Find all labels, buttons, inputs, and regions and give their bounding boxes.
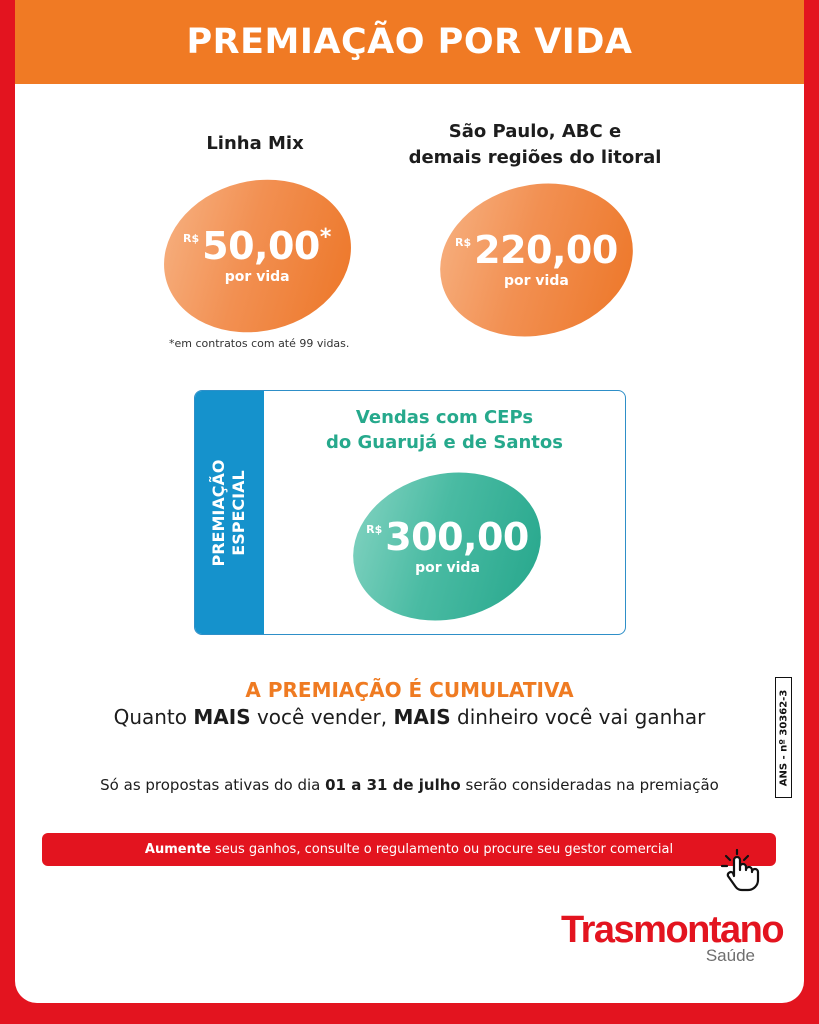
page-title: PREMIAÇÃO POR VIDA (186, 22, 633, 62)
cta-banner[interactable] (42, 833, 776, 866)
cta-text: seus ganhos, consulte o regulamento ou procure seu gestor comercial (210, 842, 674, 857)
tagline (15, 705, 804, 729)
special-label (209, 460, 249, 567)
currency-symbol: R$ (183, 232, 200, 245)
logo-wordmark: Trasmontano (561, 909, 784, 951)
tagline-text: você vender, (250, 705, 394, 729)
tagline-bold: MAIS (193, 705, 251, 729)
promo-card (15, 0, 804, 1003)
price-badge-special (337, 453, 556, 635)
price-amount: 220,00 (474, 228, 618, 273)
offer-title-sao-paulo (380, 119, 690, 171)
tagline-text: Quanto (113, 705, 194, 729)
brand-logo (561, 909, 784, 965)
price-badge-sao-paulo (424, 164, 649, 357)
offer-title-line: demais regiões do litoral (408, 147, 662, 168)
currency-symbol: R$ (365, 522, 382, 536)
special-title-line: do Guarujá e de Santos (326, 432, 563, 453)
special-title-line: Vendas com CEPs (355, 407, 534, 428)
price-unit: por vida (414, 559, 480, 576)
special-label-strip (195, 391, 264, 634)
special-title (264, 405, 625, 455)
price-asterisk: * (320, 225, 332, 250)
ans-registration (775, 677, 792, 798)
special-label-line: ESPECIAL (229, 470, 248, 556)
special-label-line: PREMIAÇÃO (209, 459, 228, 567)
note-text: serão consideradas na premiação (460, 776, 719, 794)
price-badge-linha-mix (148, 160, 368, 351)
hand-pointer-icon (718, 848, 762, 892)
offer-title-line: São Paulo, ABC e (448, 121, 622, 142)
special-award-box (194, 390, 626, 635)
footnote: *em contratos com até 99 vidas. (169, 337, 350, 350)
logo-subtitle: Saúde (705, 946, 755, 965)
price-unit: por vida (225, 269, 290, 285)
price-unit: por vida (504, 273, 569, 290)
currency-symbol: R$ (455, 236, 472, 250)
tagline-bold: MAIS (393, 705, 451, 729)
header-bar (15, 0, 804, 84)
tagline-text: dinheiro você vai ganhar (450, 705, 706, 729)
note-text: Só as propostas ativas do dia (100, 776, 326, 794)
cumulative-heading: A PREMIAÇÃO É CUMULATIVA (245, 678, 574, 702)
price-amount: 50,00 (202, 224, 321, 268)
note-dates: 01 a 31 de julho (325, 776, 461, 794)
ans-text: ANS - nº 30362-3 (778, 689, 789, 786)
validity-note (15, 776, 804, 794)
offer-title-text: Linha Mix (206, 133, 304, 154)
price-amount: 300,00 (384, 514, 529, 559)
offer-title-linha-mix (175, 131, 335, 157)
cta-bold: Aumente (144, 842, 211, 857)
